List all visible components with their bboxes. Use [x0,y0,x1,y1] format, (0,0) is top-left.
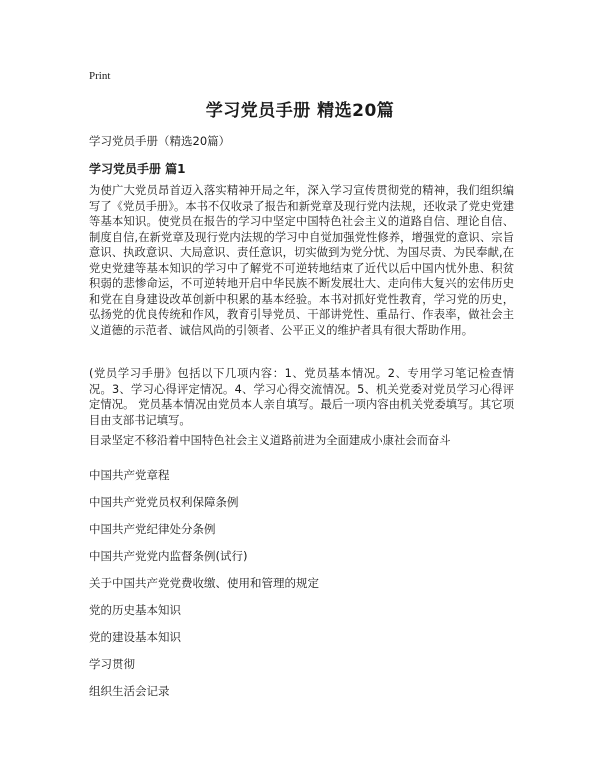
toc-item: 组织生活会记录 [89,684,170,698]
toc-item: 党的历史基本知识 [89,603,181,617]
section-heading: 学习党员手册 篇1 [89,162,186,176]
toc-heading-paragraph: 目录坚定不移沿着中国特色社会主义道路前进为全面建成小康社会而奋斗 [89,434,451,447]
toc-item: 学习贯彻 [89,657,135,671]
document-subtitle: 学习党员手册（精选20篇） [89,134,231,148]
document-title: 学习党员手册 精选20篇 [205,101,395,121]
toc-item: 中国共产党党内监督条例(试行) [89,549,248,563]
contents-paragraph: (党员学习手册》包括以下几项内容：1、党员基本情况。2、专用学习笔记检查情况。3、学习心得评定情况。4、学习心得交流情况。5、机关党委对党员学习心得评定情况。 党员基本情况由党员本人亲自填写。最后一项内容由机关党委填写。其它项目由支部书记填写。 [89,367,514,427]
toc-item: 中国共产党章程 [89,468,170,482]
intro-paragraph: 为使广大党员昂首迈入落实精神开局之年，深入学习宣传贯彻党的精神，我们组织编写了《党员手册》。本书不仅收录了报告和新党章及现行党内法规，还收录了党史党建等基本知识。使党员在报告的学习中坚定中国特色社会主义的道路自信、理论自信、制度自信,在新党章及现行党内法规的学习中自觉加强党性修养，增强党的意识、宗旨意识、执政意识、大局意识、责任意识，切实做到为党分忧、为国尽责、为民奉献,在党史党建等基本知识的学习中了解党不可逆转地结束了近代以后中国内忧外患、积贫积弱的悲惨命运，不可逆转地开启中华民族不断发展壮大、走向伟大复兴的宏伟历史和党在自身建设改革创新中积累的基本经验。本书对抓好党性教育，学习党的历史，弘扬党的优良传统和作风，教育引导党员、干部讲党性、重品行、作表率，做社会主义道德的示范者、诚信风尚的引领者、公平正义的维护者具有很大帮助作用。 [89,184,514,337]
toc-item: 中国共产党纪律处分条例 [89,522,216,536]
print-label: Print [89,70,111,82]
toc-item: 中国共产党党员权利保障条例 [89,495,239,509]
toc-item: 关于中国共产党党费收缴、使用和管理的规定 [89,576,319,590]
toc-item: 党的建设基本知识 [89,630,181,644]
